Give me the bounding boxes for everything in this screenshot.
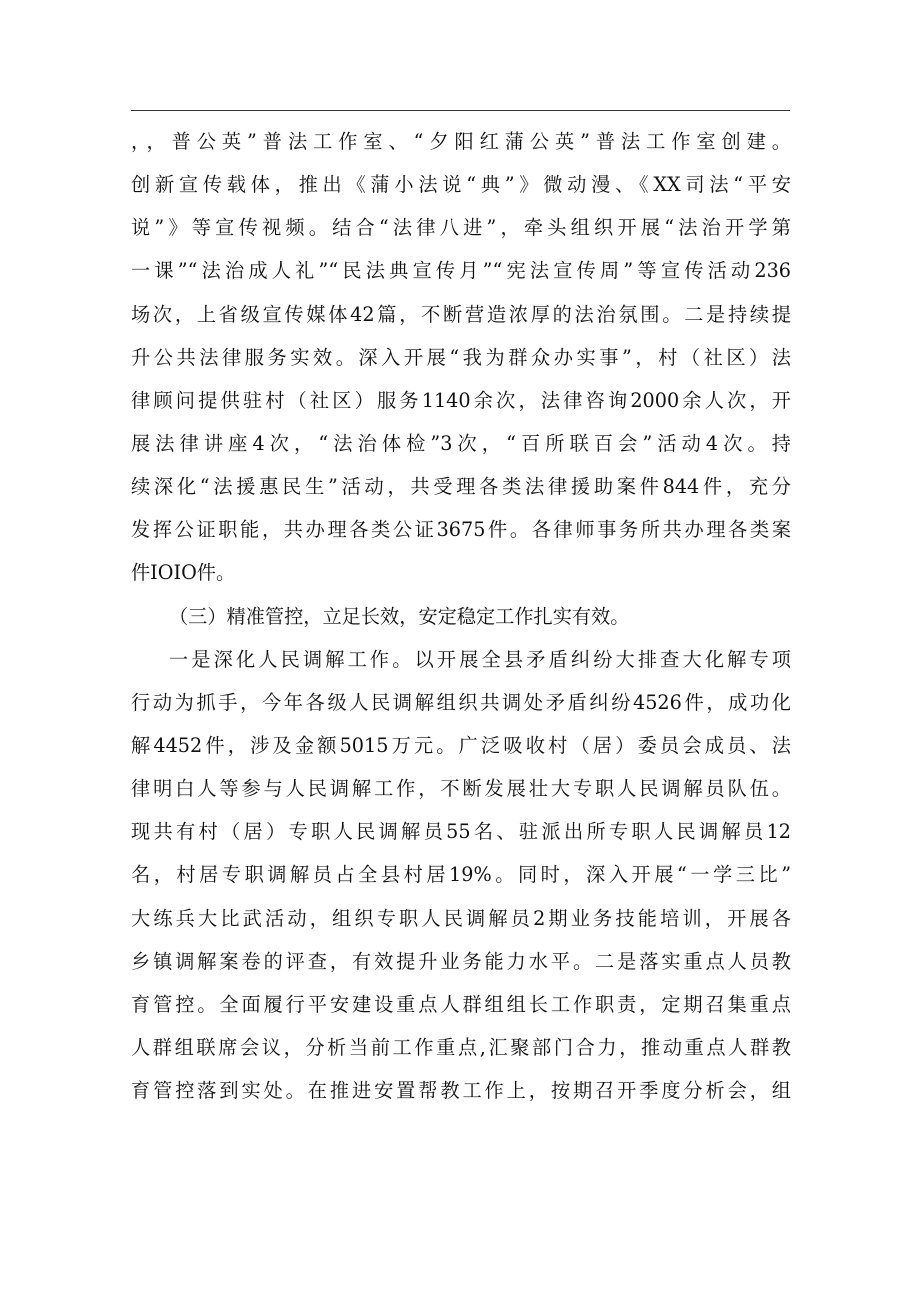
text-line: 名，村居专职调解员占全县村居19%。同时，深入开展“一学三比”	[131, 863, 791, 887]
text-line: 件IOIO件。	[131, 561, 236, 585]
text-line: 育管控落到实处。在推进安置帮教工作上，按期召开季度分析会，组	[131, 1079, 791, 1103]
text-line: 一是深化人民调解工作。以开展全县矛盾纠纷大排查大化解专项	[169, 647, 791, 671]
text-line: 现共有村（居）专职人民调解员55名、驻派出所专职人民调解员12	[131, 820, 791, 844]
text-line: 创新宣传载体，推出《蒲小法说“典”》微动漫、《XX司法“平安	[131, 173, 791, 197]
text-line: 一课”“法治成人礼”“民法典宣传月”“宪法宣传周”等宣传活动236	[131, 259, 791, 283]
text-line: 续深化“法援惠民生”活动，共受理各类法律援助案件844件，充分	[131, 475, 791, 499]
text-line: 育管控。全面履行平安建设重点人群组组长工作职责，定期召集重点	[131, 992, 791, 1016]
document-body	[131, 120, 791, 1112]
text-line: ，，普公英”普法工作室、“夕阳红蒲公英”普法工作室创建。	[131, 130, 791, 153]
text-line: 律顾问提供驻村（社区）服务1140余次，法律咨询2000余人次，开	[131, 388, 791, 412]
text-line: 人群组联席会议，分析当前工作重点,汇聚部门合力，推动重点人群教	[131, 1035, 791, 1059]
text-line: 升公共法律服务实效。深入开展“我为群众办实事”，村（社区）法	[131, 345, 791, 369]
text-line: 发挥公证职能，共办理各类公证3675件。各律师事务所共办理各类案	[131, 518, 791, 542]
text-line: 解4452件，涉及金额5015万元。广泛吸收村（居）委员会成员、法	[131, 733, 791, 757]
text-line: 场次，上省级宣传媒体42篇，不断营造浓厚的法治氛围。二是持续提	[131, 302, 791, 326]
section-heading: （三）精准管控，立足长效，安定稳定工作扎实有效。	[169, 604, 630, 628]
text-line: 说”》等宣传视频。结合“法律八进”，牵头组织开展“法治开学第	[131, 216, 791, 240]
header-rule	[131, 110, 790, 111]
text-line: 律明白人等参与人民调解工作，不断发展壮大专职人民调解员队伍。	[131, 777, 791, 801]
text-line: 展法律讲座4次，“法治体检”3次，“百所联百会”活动4次。持	[131, 431, 791, 455]
text-line: 大练兵大比武活动，组织专职人民调解员2期业务技能培训，开展各	[131, 906, 791, 930]
text-line: 乡镇调解案卷的评查，有效提升业务能力水平。二是落实重点人员教	[131, 949, 791, 973]
text-line: 行动为抓手，今年各级人民调解组织共调处矛盾纠纷4526件，成功化	[131, 690, 791, 714]
